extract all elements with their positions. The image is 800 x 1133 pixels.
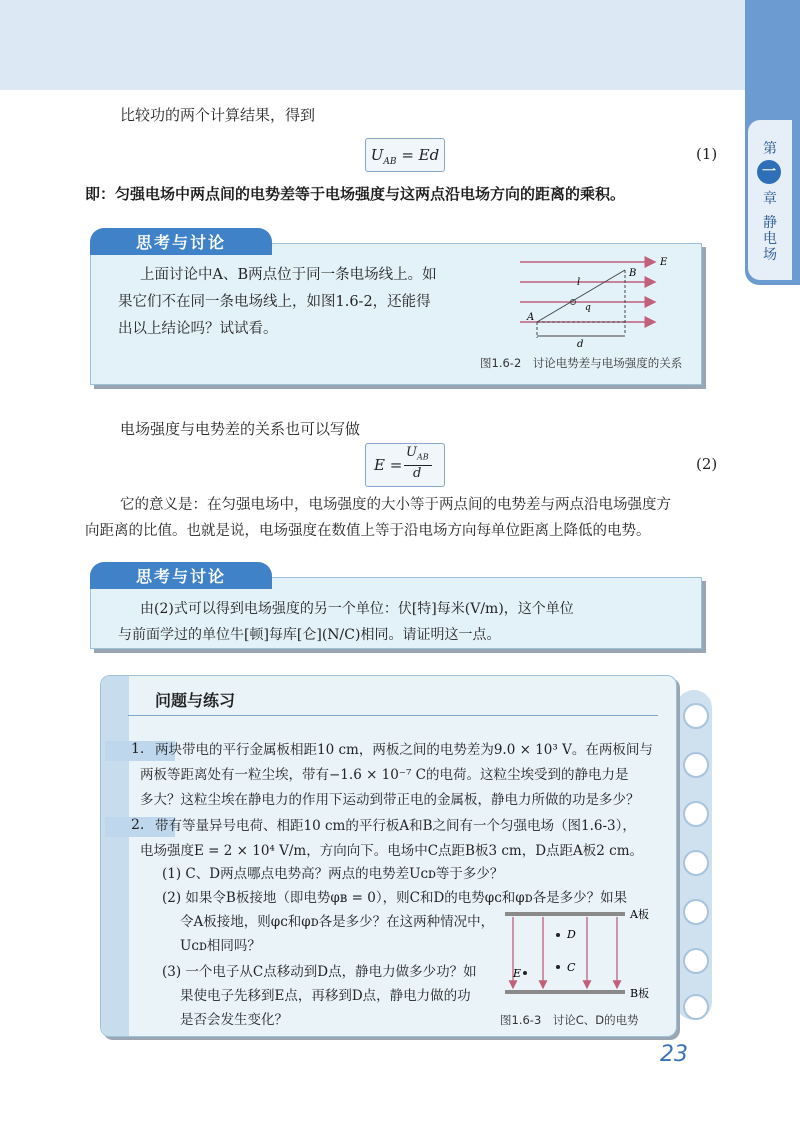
path-l (537, 270, 625, 322)
fig-label-d: d (577, 339, 584, 350)
problem-2-sub-3-line-2: 果使电子先移到E点，再移到D点，静电力做的功 (180, 988, 471, 1004)
problem-2-line-2: 电场强度E = 2 × 10⁴ V/m，方向向下。电场中C点距B板3 cm，D点距A板2 cm。 (140, 843, 644, 859)
problem-1-line-2: 两板等距离处有一粒尘埃，带有−1.6 × 10⁻⁷ C的电荷。这粒尘埃受到的静电力是 (140, 767, 629, 783)
binder-ring (683, 994, 709, 1020)
think-box-2-title: 思考与讨论 (90, 562, 272, 589)
problem-1-number: 1. (105, 741, 175, 761)
fig-label-E: E (660, 257, 668, 268)
fig3-label-C: C (567, 961, 576, 974)
chapter-zhang: 章 (763, 191, 777, 207)
eq1-lhs: U (370, 146, 384, 164)
paragraph-2: 电场强度与电势差的关系也可以写做 (120, 420, 361, 438)
figure-1-6-2 (515, 250, 695, 350)
eq2-numerator (406, 445, 429, 462)
binder-ring (683, 801, 709, 827)
fig3-label-D: D (567, 928, 576, 941)
eq2-denominator: d (413, 466, 422, 481)
problems-box-strip (101, 676, 129, 1036)
problem-2-sub-3-line-3: 是否会发生变化？ (180, 1012, 288, 1028)
point-D (556, 933, 560, 937)
problem-2-line-1: 带有等量异号电荷、相距10 cm的平行板A和B之间有一个匀强电场（图1.6-3）， (155, 818, 636, 834)
problem-1-line-1: 两块带电的平行金属板相距10 cm，两板之间的电势差为9.0 × 10³ V。在两板间与 (155, 742, 653, 758)
problem-2-sub-2-line-1: (2) 如果令B板接地（即电势φʙ = 0），则C和D的电势φᴄ和φᴅ各是多少？如果 (162, 890, 628, 906)
think2-line-1: 由(2)式可以得到电场强度的另一个单位：伏[特]每米(V/m)，这个单位 (140, 601, 574, 617)
fig-label-q: q (585, 303, 591, 313)
plate-B (505, 990, 625, 994)
eq1-lhs-sub: AB (383, 157, 397, 167)
plate-A (505, 912, 625, 916)
key-statement: 即：匀强电场中两点间的电势差等于电场强度与这两点沿电场方向的距离的乘积。 (85, 185, 626, 203)
point-C (556, 965, 560, 969)
binder-ring (683, 752, 709, 778)
problem-1-line-3: 多大？这粒尘埃在静电力的作用下运动到带正电的金属板，静电力所做的功是多少？ (140, 792, 640, 808)
chapter-di: 第 (763, 141, 777, 157)
fig-label-A: A (527, 312, 535, 323)
binder-ring (683, 850, 709, 876)
equation-1-number: (1) (696, 145, 718, 163)
eq2-num-sub: AB (416, 452, 429, 462)
problem-2-sub-1: (1) C、D两点哪点电势高？两点的电势差Uᴄᴅ等于多少？ (162, 866, 504, 882)
binder-ring (683, 948, 709, 974)
problem-2-sub-2-line-2: 令A板接地，则φᴄ和φᴅ各是多少？在这两种情况中， (180, 914, 495, 930)
eq2-num: U (406, 445, 417, 460)
think1-line-2: 果它们不在同一条电场线上，如图1.6-2，还能得 (118, 294, 431, 310)
eq2-lhs: E = (374, 456, 403, 474)
equation-2-number: (2) (696, 455, 718, 473)
problems-title-rule (128, 715, 658, 716)
problems-title: 问题与练习 (155, 691, 236, 710)
think1-line-1: 上面讨论中A、B两点位于同一条电场线上。如 (140, 267, 437, 283)
figure-1-6-3 (495, 905, 665, 1005)
fig3-label-A-plate: A板 (630, 908, 649, 921)
fig3-label-B-plate: B板 (630, 987, 650, 1000)
paragraph-1: 比较功的两个计算结果，得到 (120, 106, 316, 124)
point-E (523, 971, 527, 975)
figure-1-6-3-caption: 图1.6-3 讨论C、D的电势 (500, 1013, 639, 1027)
binder-ring (683, 899, 709, 925)
think-box-1-title: 思考与讨论 (90, 228, 272, 255)
think2-line-2: 与前面学过的单位牛[顿]每库[仑](N/C)相同。请证明这一点。 (118, 627, 501, 643)
figure-1-6-2-caption: 图1.6-2 讨论电势差与电场强度的关系 (480, 356, 683, 370)
equation-2 (365, 443, 445, 487)
fig-label-l: l (577, 277, 581, 288)
chapter-title: 静电场 (763, 215, 777, 263)
fig3-label-E: E (513, 967, 522, 980)
chapter-number: 一 (757, 160, 781, 184)
binder-ring (683, 703, 709, 729)
fig-label-B: B (629, 268, 637, 279)
problem-2-number: 2. (105, 817, 175, 837)
eq1-rhs: = Ed (401, 146, 440, 164)
problem-2-sub-3-line-1: (3) 一个电子从C点移动到D点，静电力做多少功？如 (162, 964, 477, 980)
equation-1 (365, 138, 445, 172)
meaning-line-1: 它的意义是：在匀强电场中，电场强度的大小等于两点间的电势差与两点沿电场强度方 (120, 497, 671, 513)
header-band (0, 0, 745, 90)
page-number: 23 (660, 1042, 688, 1067)
meaning-line-2: 向距离的比值。也就是说，电场强度在数值上等于沿电场方向每单位距离上降低的电势。 (85, 523, 651, 539)
problem-2-sub-2-line-3: Uᴄᴅ相同吗？ (180, 938, 261, 954)
think1-line-3: 出以上结论吗？试试看。 (118, 321, 278, 337)
